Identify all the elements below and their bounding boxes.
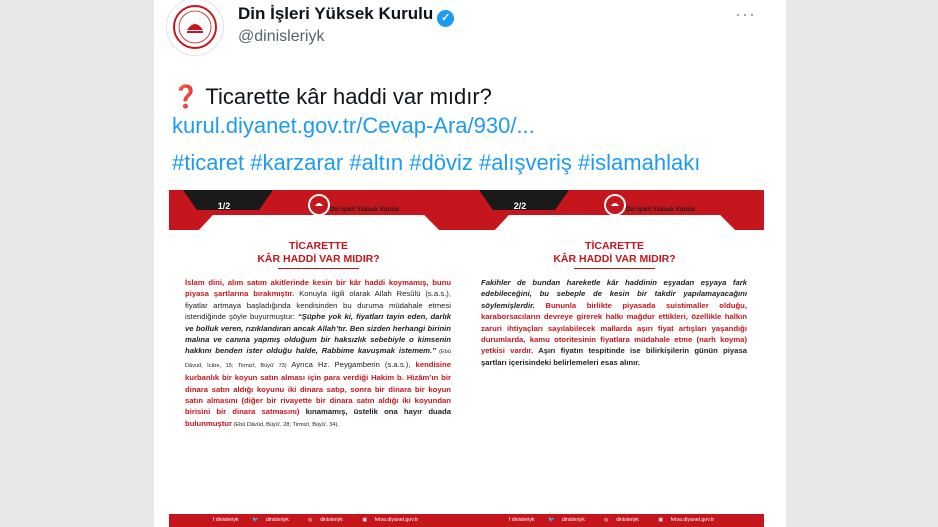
tweet-link[interactable]: kurul.diyanet.gov.tr/Cevap-Ara/930/... [172, 113, 535, 138]
user-name-text[interactable]: Din İşleri Yüksek Kurulu [238, 4, 434, 23]
user-handle[interactable]: @dinisleriyk [238, 28, 325, 45]
hashtags [172, 150, 700, 176]
title-divider [574, 268, 655, 269]
org-line-2: DİYANET İŞLERİ BAŞKANLIĞI [626, 201, 695, 206]
diyanet-logo-icon [604, 194, 626, 216]
instagram-handle-text: dinisleriyk [320, 517, 343, 523]
card-footer [465, 514, 764, 527]
body-text-1: Konuyla ilgili olarak Allah Resûlü (s.a.s.), fiyatlar artmaya başladığında kendisinden bu duruma müdahale etmesi istendiğinde şöyle buyurmuştur: [185, 289, 451, 322]
tweet-text [172, 84, 492, 110]
tweet [154, 0, 786, 527]
website: ▣ fetva.diyanet.gov.tr [362, 517, 419, 523]
page-number: 2/2 [513, 201, 527, 211]
tweet-image-2[interactable] [465, 190, 764, 527]
facebook-handle: f dinisleriyk [508, 517, 535, 523]
hashtag-ticaret[interactable]: #ticaret [172, 150, 245, 175]
org-line-2: DİYANET İŞLERİ BAŞKANLIĞI [330, 201, 399, 206]
org-line-3: Din İşleri Yüksek Kurulu [330, 207, 399, 213]
reference-1: (Ebû Dâvud, İcâre, 15; Tirmizî, Büyû’ 73) [185, 349, 451, 369]
twitter-handle: 🐦 dinisleriyk [251, 517, 289, 523]
website-text: fetva.diyanet.gov.tr [670, 517, 715, 523]
body-bold: Aşırı fiyatın tespitinde ise bilirkişilerin günün piyasa şartları içerisindeki belirlemeleri esas alınır. [481, 346, 747, 367]
hashtag-doviz[interactable]: #döviz [409, 150, 473, 175]
card-body [185, 277, 451, 431]
card-title-line-1: TİCARETTE [585, 240, 644, 252]
hashtag-karzarar[interactable]: #karzarar [250, 150, 344, 175]
body-red: Bununla birlikte piyasada suistimaller olduğu, karaborsacıların devreye girerek halkı mağdur ettikleri, özellikle halkın zaruri ihtiyaçları sayılabilecek mallarda aşırı fiyat artışları yaşandığı durumlarda, kamu otoritesinin fiyatlara müdahale etme (narh koyma) yetkisi vardır. [481, 300, 747, 356]
card-title-line-1: TİCARETTE [289, 240, 348, 252]
website: ▣ fetva.diyanet.gov.tr [658, 517, 715, 523]
body-red-2: kendisine kurbanlık bir koyun satın alması için para verdiği Hakim b. Hizâm’ın bir dinara satın aldığı koyunu iki dinara satıp, sonra bir dinara bir koyun satın almasını (diğer bir rivayette bir dinara satın aldığı iki koyundan birisini bir dinara satmasını) [185, 359, 452, 417]
hadith-quote: “Şüphe yok ki, fiyatları tayin eden, darlık ve bolluk veren, rızıklandıran ancak Allah’tır. Ben sizden herhangi birinin malına ve canına yapmış olduğum bir haksızlık sebebiyle o kimsenin hakkını benden ister olduğu halde, Rabbime kavuşmak istemem.” [185, 312, 451, 356]
card-footer [169, 514, 468, 527]
user-name[interactable] [238, 4, 454, 27]
hashtag-islamahlaki[interactable]: #islamahlakı [578, 150, 701, 175]
diyanet-logo-icon [308, 194, 330, 216]
body-italic: Fakihler de bundan hareketle kâr haddinin eşyadan eşyaya fark edebileceğini, bu sebeple de kesin bir takdir yapılamayacağını söylemişlerdir. [481, 278, 747, 310]
instagram-handle: ◎ dinisleriyk [604, 517, 639, 523]
hashtag-alisveris[interactable]: #alışveriş [479, 150, 572, 175]
org-name [626, 195, 695, 213]
more-options-icon[interactable]: ··· [735, 4, 756, 24]
title-divider [278, 268, 359, 269]
twitter-handle-text: dinisleriyk [265, 517, 289, 523]
facebook-handle: f dinisleriyk [212, 517, 239, 523]
question-mark-icon: ❓ [172, 84, 200, 109]
reference-2: (Ebû Dâvûd, Büyû’, 28; Tirmizî, Büyû’, 34). [231, 421, 339, 428]
body-red-1: İslam dini, alım satım akitlerinde kesin bir kâr haddi koymamış, bunu piyasa şartlarına bırakmıştır. [185, 278, 451, 299]
card-title [169, 240, 468, 266]
website-text: fetva.diyanet.gov.tr [374, 517, 419, 523]
card-body [481, 277, 747, 368]
page-number: 1/2 [217, 201, 231, 211]
body-bold-1: kınamamış, üstelik ona hayır duada [299, 407, 451, 417]
verified-badge-icon: ✓ [437, 10, 454, 27]
instagram-handle-text: dinisleriyk [616, 517, 639, 523]
avatar[interactable] [166, 0, 224, 56]
hashtag-altin[interactable]: #altın [349, 150, 404, 175]
card-title-line-2: KÂR HADDİ VAR MIDIR? [257, 253, 380, 265]
body-red-3: bulunmuştur [185, 418, 232, 428]
twitter-handle: 🐦 dinisleriyk [547, 517, 585, 523]
question-text: Ticarette kâr haddi var mıdır? [205, 84, 492, 109]
logo [308, 194, 330, 216]
org-line-1: T.C. CUMHURBAŞKANLIĞI [330, 195, 392, 200]
diyanet-logo-icon [172, 4, 218, 50]
org-name [330, 195, 399, 213]
org-line-1: T.C. CUMHURBAŞKANLIĞI [626, 195, 688, 200]
instagram-handle: ◎ dinisleriyk [308, 517, 343, 523]
card-title [465, 240, 764, 266]
twitter-handle-text: dinisleriyk [561, 517, 585, 523]
body-text-2: Ayrıca Hz. Peygamberin (s.a.s.), [286, 359, 416, 369]
tweet-image-1[interactable] [169, 190, 468, 527]
logo [604, 194, 626, 216]
org-line-3: Din İşleri Yüksek Kurulu [626, 207, 695, 213]
card-title-line-2: KÂR HADDİ VAR MIDIR? [553, 253, 676, 265]
